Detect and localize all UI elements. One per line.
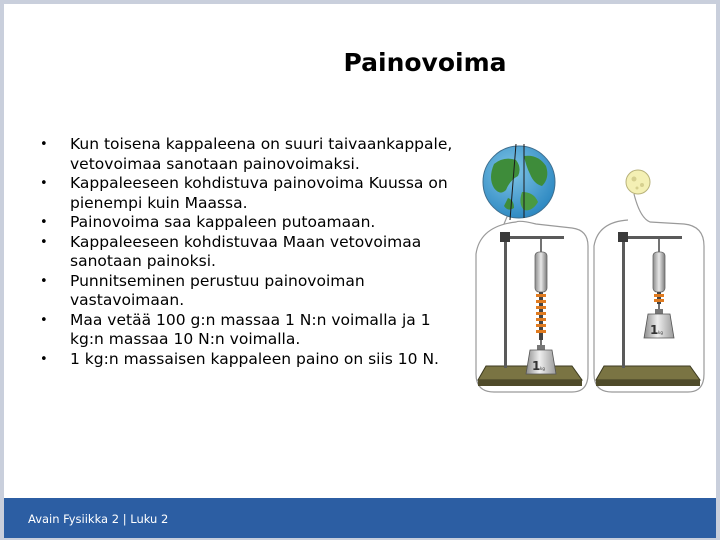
bullet-item: • Punnitseminen perustuu painovoiman vastavoimaan. (40, 271, 365, 309)
slide (4, 4, 716, 498)
footer-bar (4, 498, 716, 538)
bullet-item: • Painovoima saa kappaleen putoamaan. (40, 213, 376, 231)
slide-title: Painovoima (343, 48, 507, 77)
bullet-dot-icon: • (40, 234, 48, 250)
bullet-dot-icon: • (40, 137, 48, 152)
moon-stand (596, 232, 700, 386)
earth-weight-1kg (526, 345, 556, 374)
bullet-item: • Kappaleeseen kohdistuva painovoima Kuussa on pienempi kuin Maassa. (40, 174, 448, 212)
left-weight-unit: kg (540, 366, 545, 371)
bullet-dot-icon: • (40, 215, 48, 230)
bullet-dot-icon: • (40, 312, 48, 328)
bullet-dot-icon: • (40, 273, 48, 289)
bullet-item: • 1 kg:n massaisen kappaleen paino on siis 10 N. (40, 349, 439, 368)
moon-spring-scale (653, 239, 665, 310)
moon-bubble (594, 194, 704, 392)
right-weight-unit: kg (658, 330, 663, 335)
bullet-list (40, 135, 460, 369)
left-weight-label: 1 (532, 359, 541, 373)
bullet-item: • Kappaleeseen kohdistuvaa Maan vetovoimaa sanotaan painoksi. (40, 232, 422, 270)
moon-weight-1kg (644, 309, 674, 338)
right-weight-label: 1 (650, 323, 659, 337)
footer-text: Avain Fysiikka 2 | Luku 2 (28, 512, 169, 526)
bullet-dot-icon: • (40, 176, 48, 191)
gravity-scale-illustration (464, 134, 714, 399)
bullet-dot-icon: • (40, 351, 48, 367)
bullet-item: • Maa vetää 100 g:n massaa 1 N:n voimalla ja 1 kg:n massaa 10 N:n voimalla. (40, 310, 431, 348)
moon-icon (626, 170, 650, 194)
earth-spring-scale (535, 239, 547, 346)
earth-globe-icon (483, 144, 555, 220)
bullet-item: • Kun toisena kappaleena on suuri taivaankappale, vetovoimaa sanotaan painovoimaksi. (40, 135, 453, 173)
